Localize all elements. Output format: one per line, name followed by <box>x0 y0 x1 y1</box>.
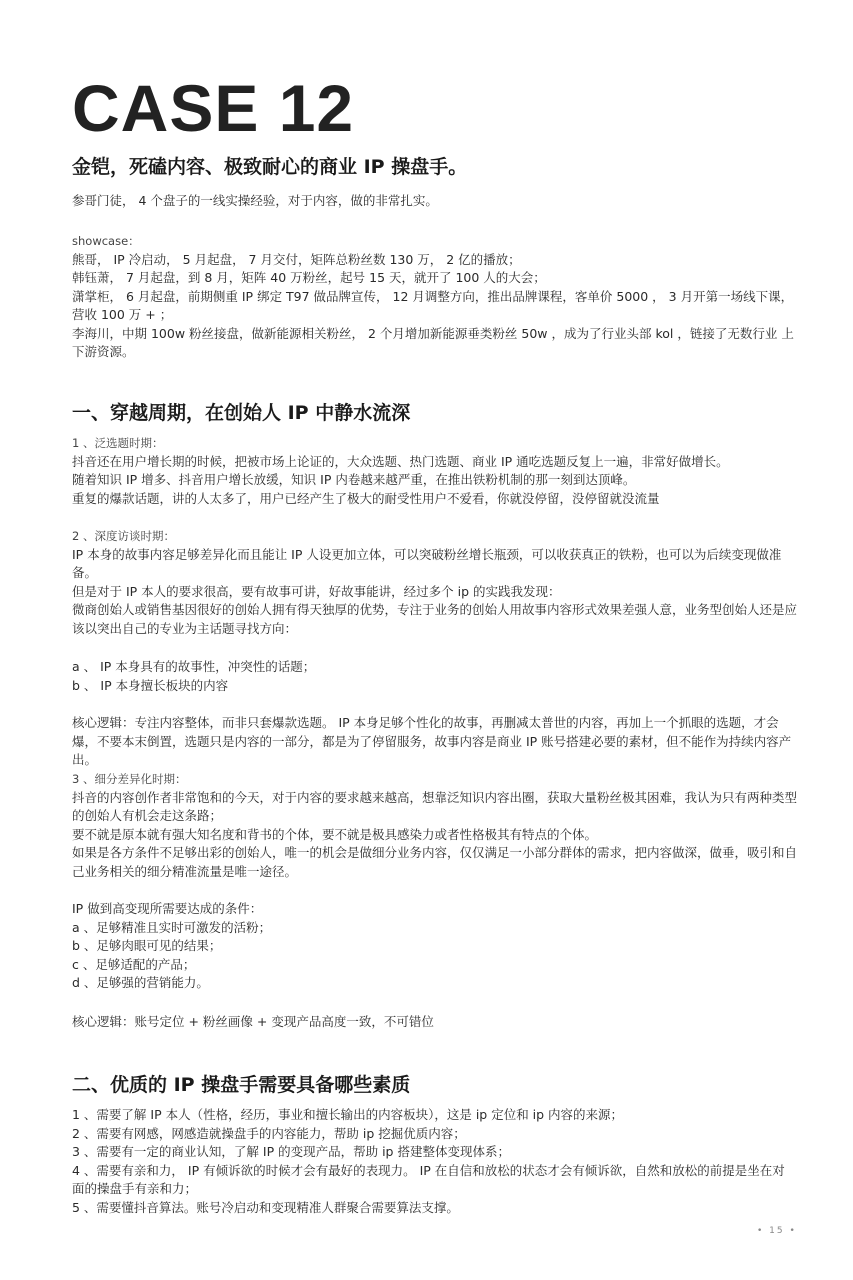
list-item: 4 、需要有亲和力， IP 有倾诉欲的时候才会有最好的表现力。 IP 在自信和放松的状态才会有倾诉欲，自然和放松的前提是坐在对面的操盘手有亲和力； <box>72 1162 785 1196</box>
list-item: a 、 IP 本身具有的故事性，冲突性的话题； <box>72 659 316 674</box>
case-title: CASE 12 <box>72 71 355 145</box>
showcase-block <box>72 232 797 362</box>
conditions-title: IP 做到高变现所需要达成的条件： <box>72 901 263 916</box>
paragraph-line: IP 本身的故事内容足够差异化而且能让 IP 人设更加立体，可以突破粉丝增长瓶颈，可以收获真正的铁粉，也可以为后续变现做准备。 <box>72 546 782 580</box>
showcase-label: showcase： <box>72 234 140 248</box>
core-logic-text: 核心逻辑：专注内容整体，而非只套爆款选题。 IP 本身足够个性化的故事，再删减太普世的内容，再加上一个抓眼的选题，才会爆，不要本末倒置，选题只是内容的一部分，都是为了停留服务，故事内容是商业 IP 账号搭建必要的素材，但不能作为持续内容产出。 <box>72 715 792 767</box>
paragraph-title: 2 、深度访谈时期： <box>72 529 175 543</box>
list-item: 5 、需要懂抖音算法。账号冷启动和变现精准人群聚合需要算法支撑。 <box>72 1199 459 1215</box>
list-item: c 、足够适配的产品； <box>72 956 196 972</box>
paragraph-line: 但是对于 IP 本人的要求很高，要有故事可讲，好故事能讲，经过多个 ip 的实践我发现： <box>72 583 561 599</box>
section1-part3 <box>72 770 797 881</box>
section1-heading: 一、穿越周期，在创始人 IP 中静水流深 <box>72 402 411 424</box>
case-subtitle: 金铠，死磕内容、极致耐心的商业 IP 操盘手。 <box>72 156 468 178</box>
showcase-item: 韩钰萧， 7 月起盘，到 8 月，矩阵 40 万粉丝，起号 15 天，就开了 100 人的大会； <box>72 270 546 285</box>
showcase-item: 李海川，中期 100w 粉丝接盘，做新能源相关粉丝， 2 个月增加新能源垂类粉丝 50w ，成为了行业头部 kol ，链接了无数行业 上下游资源。 <box>72 325 794 359</box>
list-item: 3 、需要有一定的商业认知，了解 IP 的变现产品，帮助 ip 搭建整体变现体系； <box>72 1144 510 1159</box>
paragraph-title: 3 、细分差异化时期： <box>72 772 187 786</box>
paragraph-title: 1 、泛选题时期： <box>72 436 164 450</box>
core-logic-text: 核心逻辑：账号定位 + 粉丝画像 + 变现产品高度一致，不可错位 <box>72 1014 434 1029</box>
paragraph-line: 微商创始人或销售基因很好的创始人拥有得天独厚的优势，专注于业务的创始人用故事内容形式效果差强人意，业务型创始人还是应该以突出自己的专业为主话题寻找方向： <box>72 602 798 636</box>
section2-heading: 二、优质的 IP 操盘手需要具备哪些素质 <box>72 1074 411 1096</box>
section1-part2 <box>72 527 797 638</box>
core-logic-1 <box>72 714 797 770</box>
paragraph-line: 抖音还在用户增长期的时候，把被市场上论证的，大众选题、热门选题、商业 IP 通吃选题反复上一遍，非常好做增长。 <box>72 453 729 469</box>
showcase-item: 潇掌柜， 6 月起盘，前期侧重 IP 绑定 T97 做品牌宣传， 12 月调整方向，推出品牌课程，客单价 5000 ， 3 月开第一场线下课，营收 100 万 + ； <box>72 288 794 322</box>
list-item: 1 、需要了解 IP 本人（性格，经历，事业和擅长输出的内容板块），这是 ip 定位和 ip 内容的来源； <box>72 1107 624 1122</box>
list-item: 2 、需要有网感，网感造就操盘手的内容能力，帮助 ip 挖掘优质内容； <box>72 1125 466 1141</box>
section2-list <box>72 1106 797 1217</box>
conditions-list <box>72 900 797 993</box>
list-item: b 、足够肉眼可见的结果； <box>72 938 222 953</box>
paragraph-line: 随着知识 IP 增多、抖音用户增长放缓，知识 IP 内卷越来越严重，在推出铁粉机制的那一刻到达顶峰。 <box>72 472 636 487</box>
paragraph-line: 要不就是原本就有强大知名度和背书的个体，要不就是极具感染力或者性格极其有特点的个体。 <box>72 826 598 842</box>
list-item: a 、足够精准且实时可激发的活粉； <box>72 919 272 935</box>
paragraph-line: 重复的爆款话题，讲的人太多了，用户已经产生了极大的耐受性用户不爱看，你就没停留，没停留就没流量 <box>72 490 660 506</box>
showcase-item: 熊哥， IP 冷启动， 5 月起盘， 7 月交付，矩阵总粉丝数 130 万， 2 亿的播放； <box>72 251 521 267</box>
page-number: • 15 • <box>757 1226 797 1236</box>
intro-text: 参哥门徒， 4 个盘子的一线实操经验，对于内容，做的非常扎实。 <box>72 193 438 208</box>
ab-list <box>72 658 797 695</box>
list-item: b 、 IP 本身擅长板块的内容 <box>72 677 229 693</box>
paragraph-line: 抖音的内容创作者非常饱和的今天，对于内容的要求越来越高，想靠泛知识内容出圈，获取大量粉丝极其困难，我认为只有两种类型的创始人有机会走这条路； <box>72 789 798 823</box>
section1-part1 <box>72 434 797 508</box>
list-item: d 、足够强的营销能力。 <box>72 975 209 990</box>
core-logic-2 <box>72 1013 797 1032</box>
paragraph-line: 如果是各方条件不足够出彩的创始人，唯一的机会是做细分业务内容，仅仅满足一小部分群体的需求，把内容做深，做垂，吸引和自己业务相关的细分精准流量是唯一途径。 <box>72 845 798 879</box>
